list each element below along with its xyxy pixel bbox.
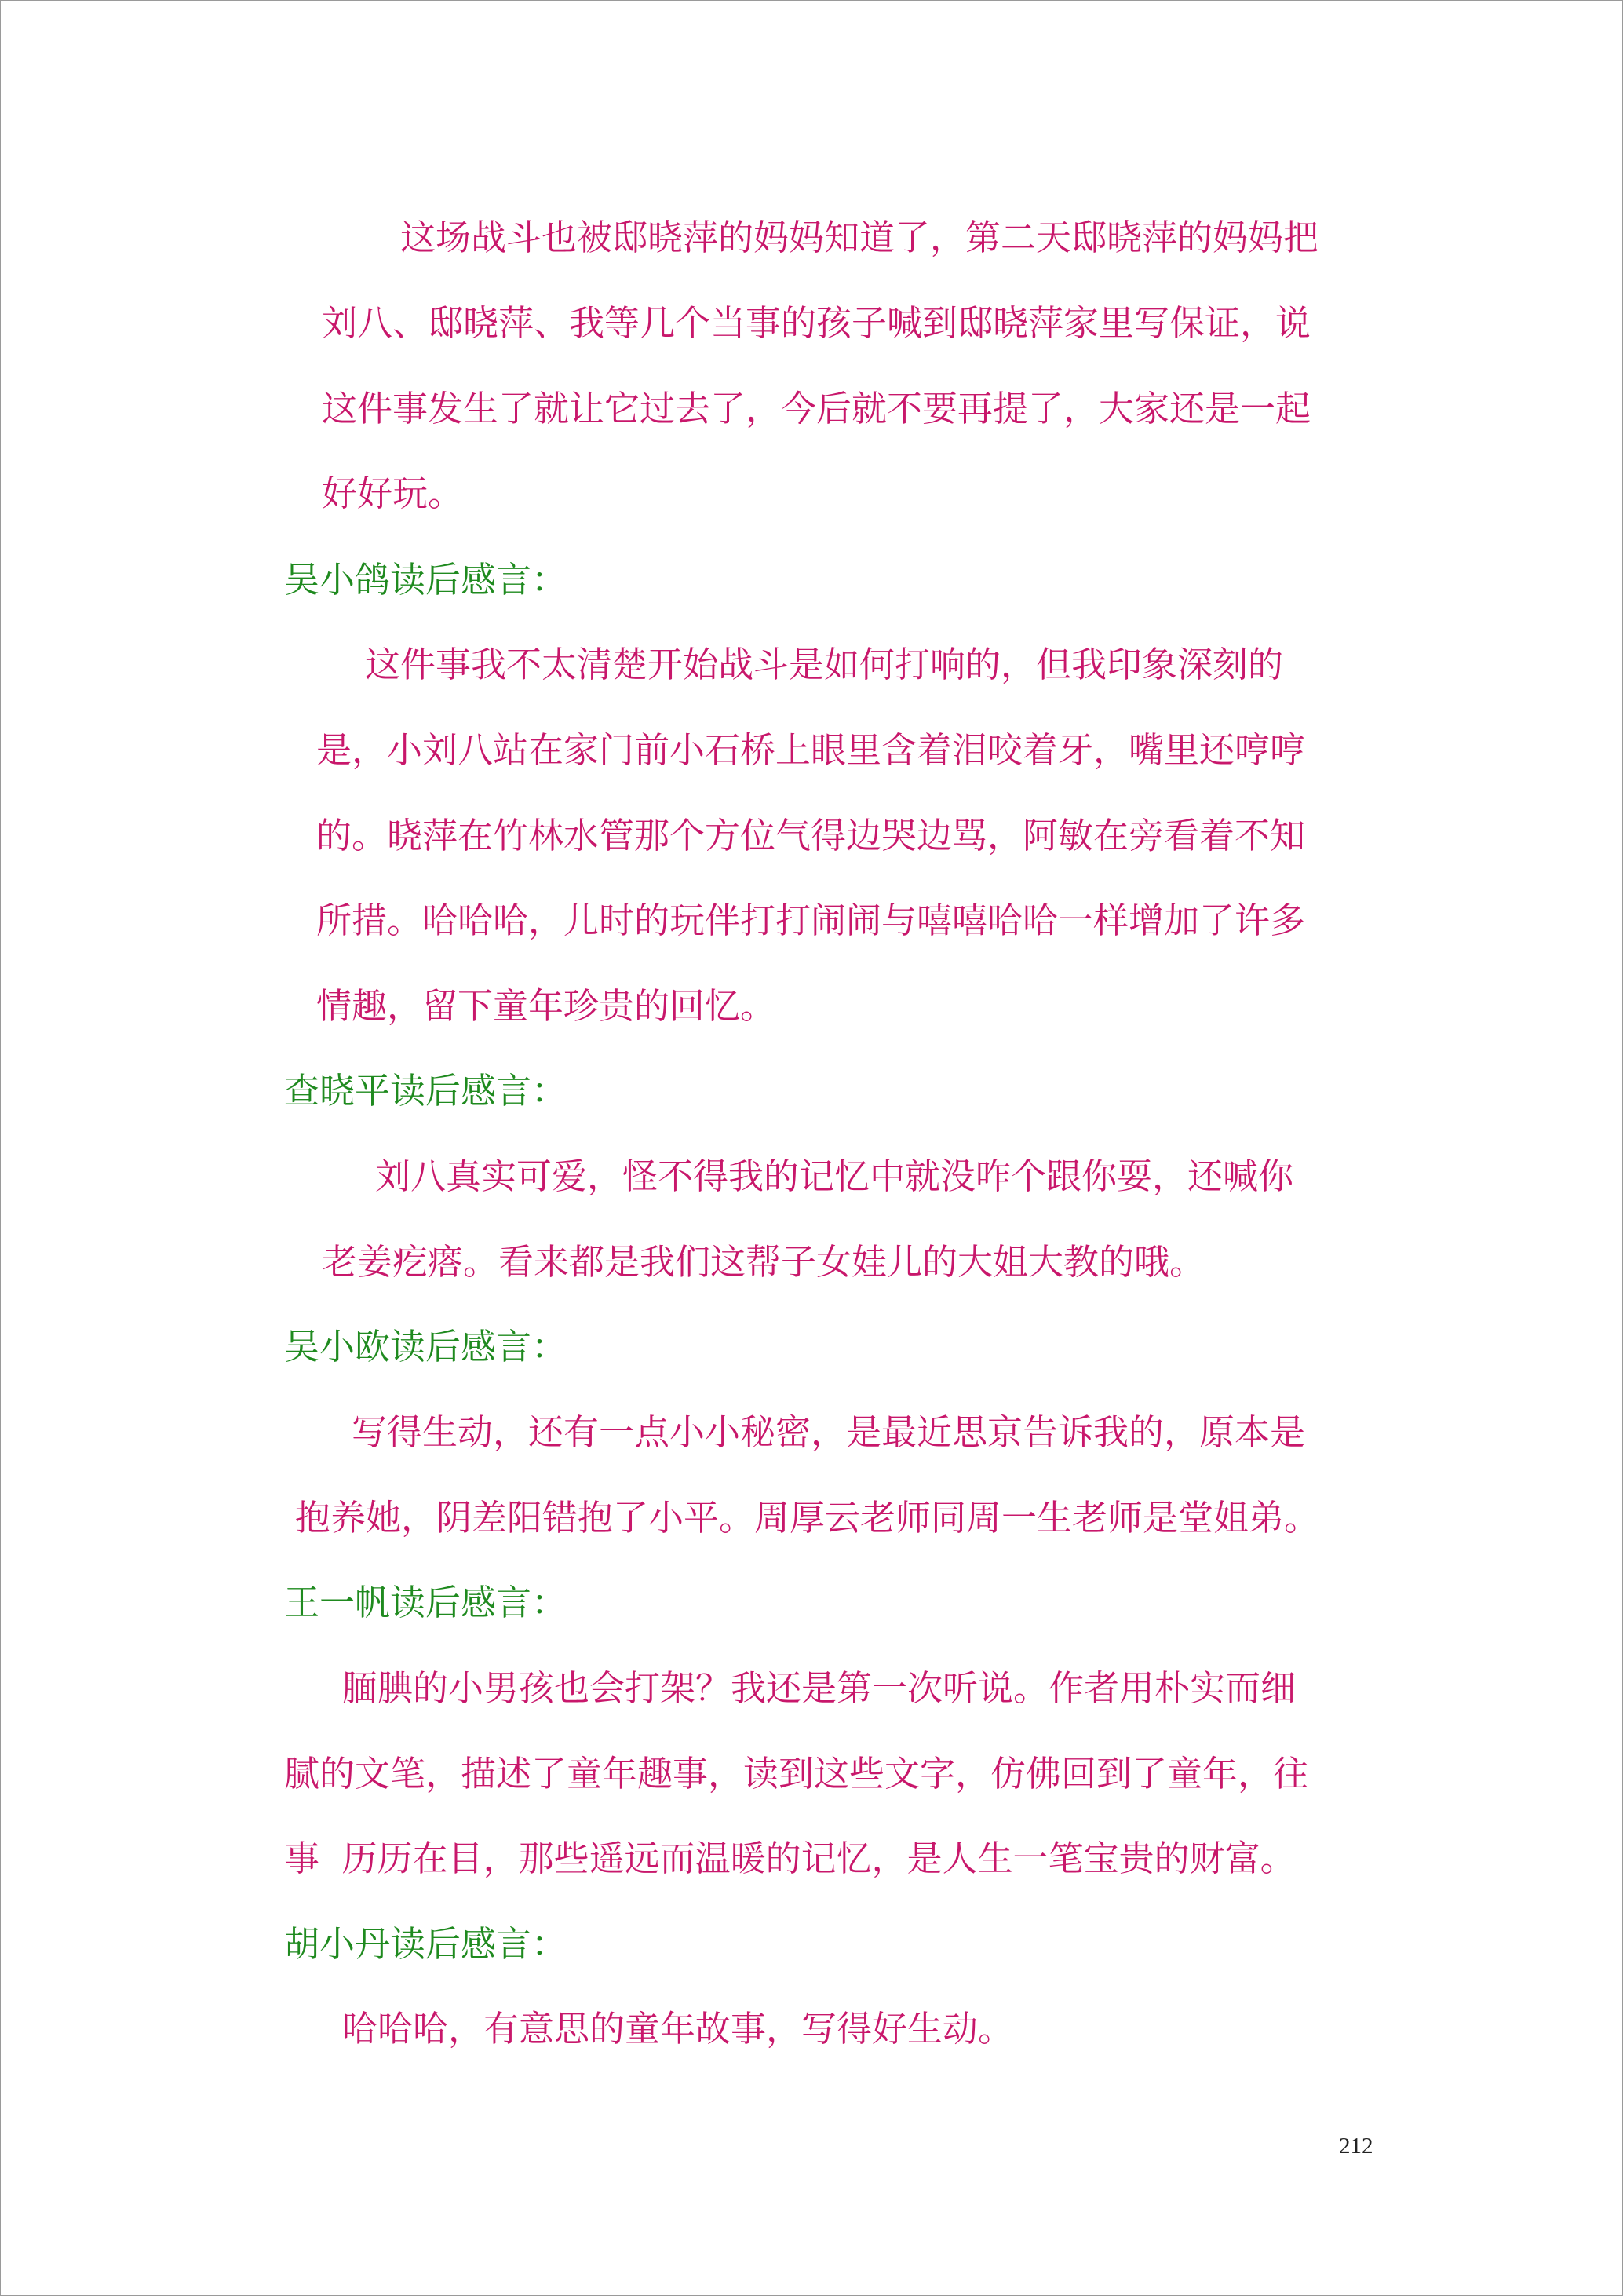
comment-5-line-1: 哈哈哈，有意思的童年故事，写得好生动。 [342, 2008, 1014, 2050]
comment-1-line-4: 所措。哈哈哈，儿时的玩伴打打闹闹与嘻嘻哈哈一样增加了许多 [316, 900, 1306, 941]
paragraph-1-line-1: 这场战斗也被邸晓萍的妈妈知道了，第二天邸晓萍的妈妈把 [400, 217, 1319, 258]
comment-heading-4: 王一帆读后感言： [284, 1582, 567, 1623]
comment-2-line-1: 刘八真实可爱，怪不得我的记忆中就没咋个跟你耍，还喊你 [375, 1155, 1294, 1197]
comment-3-line-2: 抱养她，阴差阳错抱了小平。周厚云老师同周一生老师是堂姐弟。 [295, 1497, 1320, 1539]
comment-4-line-1: 腼腆的小男孩也会打架？我还是第一次听说。作者用朴实而细 [342, 1667, 1297, 1709]
comment-heading-3: 吴小欧读后感言： [284, 1326, 567, 1367]
comment-3-line-1: 写得生动，还有一点小小秘密，是最近思京告诉我的，原本是 [352, 1411, 1306, 1453]
paragraph-1-line-4: 好好玩。 [322, 473, 464, 514]
comment-1-line-2: 是，小刘八站在家门前小石桥上眼里含着泪咬着牙，嘴里还哼哼 [316, 729, 1306, 771]
paragraph-1-line-2: 刘八、邸晓萍、我等几个当事的孩子喊到邸晓萍家里写保证，说 [322, 302, 1311, 344]
comment-1-line-3: 的。晓萍在竹林水管那个方位气得边哭边骂，阿敏在旁看着不知 [316, 815, 1306, 856]
comment-4-line-2: 腻的文笔，描述了童年趣事，读到这些文字，仿佛回到了童年，往 [284, 1753, 1309, 1794]
paragraph-1-line-3: 这件事发生了就让它过去了，今后就不要再提了，大家还是一起 [322, 388, 1311, 429]
comment-2-line-2: 老姜疙瘩。看来都是我们这帮子女娃儿的大姐大教的哦。 [322, 1241, 1205, 1283]
comment-heading-2: 查晓平读后感言： [284, 1070, 567, 1111]
comment-heading-1: 吴小鸽读后感言： [284, 559, 567, 600]
comment-heading-5: 胡小丹读后感言： [284, 1923, 567, 1965]
comment-4-line-3: 事 历历在目，那些遥远而温暖的记忆，是人生一笔宝贵的财富。 [284, 1838, 1296, 1879]
page-number: 212 [1339, 2134, 1373, 2159]
comment-1-line-1: 这件事我不太清楚开始战斗是如何打响的，但我印象深刻的 [365, 644, 1284, 685]
comment-1-line-5: 情趣，留下童年珍贵的回忆。 [316, 985, 776, 1027]
